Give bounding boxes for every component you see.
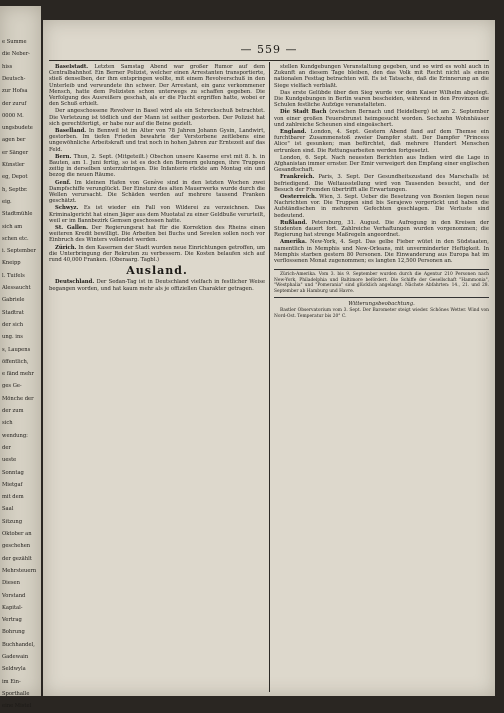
article-body: Es ist wieder ein Fall von Wilderei zu verzeichnen. Das Kriminalgericht hat einen Jäger aus dem Muotatal zu einer Geldbuße verurteilt, weil er im Bannbezirk Gemsen geschossen hatte. (49, 205, 265, 224)
article-paragraph (274, 90, 489, 109)
article-paragraph (274, 155, 489, 174)
page-fragment-line: ueste (2, 457, 17, 464)
article-body: Petersburg, 31. August. Die Aufregung in den Kreisen der Studenten dauert fort. Zahlreiche Verhaftungen wurden vorgenommen; die Regierung hat strenge Maßregeln angeordnet. (274, 219, 489, 239)
article-head: Deutschland. (55, 279, 95, 286)
page-fragment-line: Mehrsteuern (2, 567, 37, 574)
page-fragment-line: zur Hofsa (2, 88, 28, 95)
article-body: London, 6. Sept. Nach neuesten Berichten aus Indien wird die Lage in Afghanistan immer ernster. Der Emir verweigert den Empfang einer englischen Gesandtschaft. (274, 154, 489, 174)
page-fragment-line: s, Laupens (2, 346, 31, 353)
newspaper-page (43, 20, 495, 696)
article-head: Die Stadt Bach (280, 109, 327, 116)
header-rule (49, 60, 489, 61)
article-head: Amerika. (280, 239, 307, 246)
page-fragment-line: Sonntag (2, 469, 24, 476)
page-fragment-line: der sich (2, 321, 24, 328)
page-fragment-line: geschehen (2, 543, 31, 550)
previous-page-edge (0, 6, 41, 710)
page-fragment-line: Kneipp (2, 260, 21, 267)
article-head: Zürich. (55, 244, 77, 251)
article-head: Frankreich. (280, 174, 315, 181)
page-fragment-line: 0000 M. (2, 112, 24, 119)
page-fragment-line: e fänd mehr (2, 371, 34, 378)
page-fragment-line: ges Ge- (2, 383, 22, 390)
article-paragraph (274, 194, 489, 219)
page-fragment-line: der zuruf (2, 100, 27, 107)
page-fragment-line: Kapital- (2, 604, 23, 611)
page-fragment-line: öffentlich, (2, 358, 29, 365)
article-head: Baselland. (55, 128, 87, 135)
page-fragment-line: sich am (2, 223, 23, 230)
page-fragment-line: Mietgaf (2, 481, 23, 488)
article-body: Letzten Samstag Abend war großer Rumor auf dem Centralbahnhof. Ein Berner Polizist, welcher einen Arrestanten transportierte, stieß denselben, der ihm entspringen wollte, mit einem Revolverschuß in den Unterleib und verwundete ihn schwer. Der Arrestant, ein ganz verkommener Mensch, hatte dem Polizisten schon unterwegs zu schaffen gegeben. Die Verfolgung des Ausreißers geschah, als er die Flucht ergriffen hatte, wobei er den Schuß erhielt. (49, 64, 265, 108)
article-paragraph (274, 239, 489, 264)
page-fragment-line: Mönche der (2, 395, 34, 402)
column-divider (269, 62, 270, 692)
article-deutschland (49, 279, 265, 291)
article-paragraph (49, 205, 265, 224)
page-fragment-line: Gabriele (2, 297, 25, 304)
page-fragment-line: Sporthalle (2, 690, 30, 697)
page-fragment-line: Oktober an (2, 531, 32, 537)
page-fragment-line: im Ein- (2, 678, 21, 685)
article-paragraph (49, 64, 265, 107)
article-paragraph (274, 174, 489, 193)
article-paragraph (274, 64, 489, 89)
page-fragment-line: Vorstand (2, 592, 26, 599)
page-fragment-line: agen ber (2, 137, 26, 144)
article-paragraph (49, 180, 265, 205)
article-paragraph (49, 128, 265, 153)
page-fragment-line: Vertrag (2, 617, 22, 624)
page-fragment-line: eine Mistel (2, 703, 32, 710)
article-head: Genf. (55, 179, 71, 186)
page-fragment-line: Diesen (2, 580, 20, 587)
page-fragment-line: Künstler (2, 162, 25, 168)
article-body: stellen Kundgebungen Veranstaltung gegeben, und so wird es wohl auch in Zukunft an diesem Tage bleiben, den das Volk mit Recht nicht als einen nationalen Festtag betrachten will. Es ist Tatsache, daß die Erinnerung an die Siege vielfach verblaßt. (274, 64, 489, 89)
article-paragraph (49, 108, 265, 127)
article-body: Im kleinen Hafen von Genève sind in den letzten Wochen zwei Dampfschiffe verunglückt. Der Einsturz des alten Mauerwerks wurde durch die Wellen verursacht. Die Schäden werden auf mehrere tausend Franken geschätzt. (49, 179, 265, 205)
page-fragment-line: Buchhandel, (2, 641, 35, 648)
page-fragment-line: e Summe (2, 39, 27, 45)
page-fragment-line: Seldwyla (2, 666, 26, 673)
right-column-articles (274, 64, 489, 264)
article-body: (zwischen Bernach und Heidelberg) ist am 2. September von einer großen Feuersbrunst heimgesucht worden. Sechzehn Wohnhäuser und zahlreiche Scheunen sind eingeäschert. (274, 109, 489, 128)
page-fragment-line: Saal (2, 506, 14, 513)
article-head: Baselstadt. (55, 64, 89, 70)
article-body: Der Sedan-Tag ist in Deutschland vielfach in festlicher Weise begangen worden, und hat kaum mehr als je offiziellen Charakter getragen. (49, 279, 265, 292)
page-fragment-line: er Sänger (2, 149, 29, 156)
page-fragment-line: der (2, 444, 11, 451)
section-heading-ausland: Ausland. (126, 264, 188, 278)
page-fragment-line: hiss (2, 63, 13, 70)
article-paragraph (274, 109, 489, 128)
article-body: Der angeschossene Revolver in Basel wird als ein Schreckschuß betrachtet. Die Verletzung ist tödlich und der Mann ist seither gestorben. Der Polizist hat sich gerechtfertigt, er habe nur auf die Beine gezielt. (49, 108, 265, 127)
page-fragment-line: Stadtmühle (2, 211, 33, 218)
page-fragment-line: ung. ins (2, 334, 23, 341)
article-body: In den Kasernen der Stadt wurden neue Einrichtungen getroffen, um die Unterbringung der Rekruten zu verbessern. Die Kosten belaufen sich auf rund 40,000 Franken. (Oberaarg. Tagbl.) (49, 244, 265, 264)
article-paragraph (49, 225, 265, 244)
shipping-box (274, 269, 489, 298)
page-fragment-line: ungsbudete (2, 125, 33, 132)
article-head: Bern. (55, 153, 72, 160)
left-column-articles (49, 64, 265, 263)
page-fragment-line: Gadewain (2, 654, 29, 660)
page-fragment-line: Sitzung (2, 518, 23, 525)
page-fragment-line: h, Septbr. (2, 186, 28, 193)
page-fragment-line: Deutsch- (2, 75, 26, 82)
article-head: St. Gallen. (55, 225, 88, 232)
page-fragment-line: i. September (2, 248, 36, 255)
article-paragraph (49, 154, 265, 179)
page-fragment-line: l. Tuifels (2, 272, 25, 279)
weather-text: Bastler Observatorium vom 3. Sept. Der Barometer steigt wieder. Schönes Wetter. Wind von Nord-Ost. Temperatur bis 20° C. (274, 308, 489, 319)
page-fragment-line: sich (2, 420, 13, 427)
article-body: Paris, 3. Sept. Der Gesundheitszustand des Marschalls ist befriedigend. Die Weltausstellung wird von Tausenden besucht, und der Besuch der Fremden übertrifft alle Erwartungen. (274, 174, 489, 193)
article-head: Rußland. (280, 219, 308, 226)
article-body: Thun, 2. Sept. (Mitgeteilt.) Obschon unsere Kaserne erst mit 8. h. in Bauten, am 1. Juni fertig, so ist es doch den Bernern gelungen, ihre Truppen zeitig in derselben unterzubringen. Die Infanterie rückte am Montag ein und bezog die neuen Räume. (49, 153, 265, 179)
article-paragraph (274, 220, 489, 239)
page-fragment-line: mit dem (2, 494, 24, 501)
left-column (49, 64, 265, 692)
page-fragment-line: eig. (2, 198, 12, 205)
page-fragment-line: schen etc. (2, 235, 29, 242)
article-body: New-York, 4. Sept. Das gelbe Fieber wütet in den Südstaaten, namentlich in Memphis und New-Orleans, mit unverminderter Heftigkeit. In Memphis starben gestern 80 Personen. Die Einwanderung aus Europa hat im verflossenen Monat zugenommen; es langten 12,500 Personen an. (274, 239, 489, 265)
weather-heading: Witterungsbeobachtung. (348, 300, 415, 307)
page-fragment-line: Bohrung (2, 629, 25, 636)
article-paragraph (49, 245, 265, 264)
page-fragment-line: Stadtrat (2, 309, 24, 316)
article-body: Der Regierungsrat hat für die Korrektion des Rheins einen weiteren Kredit bewilligt. Die Arbeiten bei Buchs und Sevelen sollen noch vor Einbruch des Winters vollendet werden. (49, 225, 265, 244)
page-fragment-line: wendung: (2, 432, 28, 439)
page-fragment-line: der gezählt (2, 555, 32, 562)
article-body: London, 4. Sept. Gestern Abend fand auf dem Themse ein furchtbarer Zusammenstoß zweier Dampfer statt. Der Dampfer "Princess Alice" ist gesunken; man befürchtet, daß mehrere Hundert Menschen ertrunken sind. Die Rettungsarbeiten werden fortgesetzt. (274, 129, 489, 154)
page-fragment-line: eg, Depot (2, 174, 28, 181)
right-column (274, 64, 489, 692)
article-body: Das erste Gelübde über den Sieg wurde vor dem Kaiser Wilhelm abgelegt. Die Kundgebungen in Berlin waren bescheiden, während in den Provinzen die Schulen festliche Aufzüge veranstalteten. (274, 89, 489, 109)
page-fragment-line: Alessaucht (2, 285, 31, 291)
page-fragment-line: der zum (2, 408, 24, 414)
article-head: Oesterreich. (280, 194, 317, 201)
article-body: Wien, 3. Sept. Ueber die Besetzung von Bosnien liegen neue Nachrichten vor. Die Truppen sind bis Serajewo vorgerückt und haben die Aufständischen in mehreren Gefechten geschlagen. Die Verluste sind bedeutend. (274, 194, 489, 219)
page-fragment-line: die Neber- (2, 51, 30, 58)
article-head: England. (280, 129, 307, 136)
article-body: In Bennwil ist im Alter von 78 Jahren Johann Gysin, Landwirt, gestorben. Im tiefen Frieden bewahrte der Verstorbene zeitlebens eine ungewöhnliche Arbeitskraft und trat noch in hohen Jahren zur Erntezeit auf das Feld. (49, 128, 265, 153)
shipping-notice: Zürich-Amerika. Vom 3. bis 9. September wurden durch die Agentur 210 Personen nach New-York, Philadelphia und Baltimore befördert. Die Schiffe der Gesellschaft "Hammonia", "Westphalia" und "Pomerania" sind glücklich angelangt. Nächste Abfahrten: 14., 21. und 28. September ab Hamburg und Havre. (274, 272, 489, 294)
article-head: Schwyz. (55, 205, 79, 212)
article-paragraph (274, 129, 489, 154)
page-number: — 559 — (240, 43, 298, 56)
